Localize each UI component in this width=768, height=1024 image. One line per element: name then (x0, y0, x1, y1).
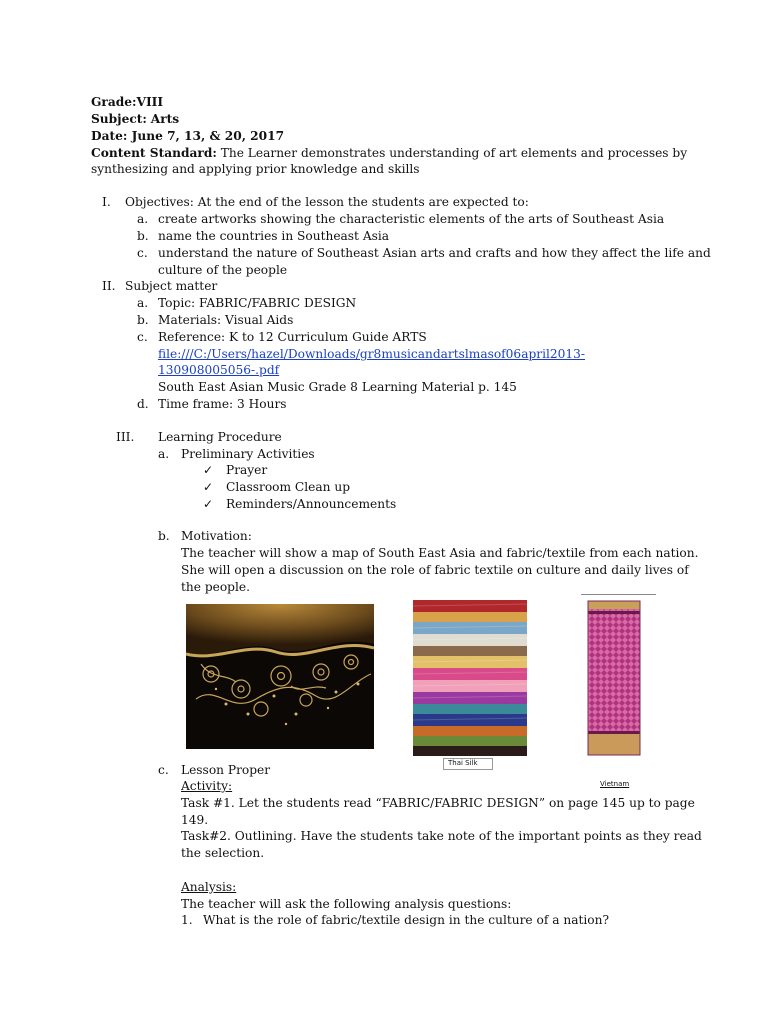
reference-link-line2[interactable]: 130908005056-.pdf (158, 363, 280, 377)
objective-b-letter: b. (137, 229, 149, 243)
embroidered-fabric-graphic (186, 604, 374, 749)
grade-value: VIII (136, 95, 164, 109)
lesson-proper-title: Lesson Proper (181, 763, 271, 777)
subject-value: Arts (150, 112, 180, 126)
check-item-cleanup: Classroom Clean up (226, 480, 351, 494)
vietnam-caption: Vietnam (600, 780, 630, 788)
procedure-numeral: III. (116, 430, 135, 444)
materials-text: Materials: Visual Aids (158, 313, 294, 327)
objective-c-text-line2: culture of the people (158, 263, 288, 277)
procedure-title: Learning Procedure (158, 430, 282, 444)
reference-link-line1[interactable]: file:///C:/Users/hazel/Downloads/gr8musicandartslmasof06april2013- (158, 347, 586, 361)
objectives-title: Objectives: At the end of the lesson the students are expected to: (125, 195, 529, 209)
learning-material-text: South East Asian Music Grade 8 Learning Material p. 145 (158, 380, 517, 394)
subject-line (91, 111, 179, 128)
task2-line2: the selection. (181, 846, 265, 860)
topic-letter: a. (137, 296, 149, 310)
content-standard-text: The Learner demonstrates understanding of art elements and processes by (216, 146, 688, 160)
subject-matter-numeral: II. (102, 279, 116, 293)
objective-a-text: create artworks showing the characteristic elements of the arts of Southeast Asia (158, 212, 665, 226)
embroidered-fabric-image (186, 604, 374, 749)
check-item-prayer: Prayer (226, 463, 268, 477)
topic-text: Topic: FABRIC/FABRIC DESIGN (158, 296, 357, 310)
question-1-text: What is the role of fabric/textile design in the culture of a nation? (203, 913, 610, 927)
question-1-number: 1. (181, 913, 193, 927)
motivation-line1: The teacher will show a map of South East Asia and fabric/textile from each nation. (181, 546, 699, 560)
thai-silk-graphic (413, 600, 527, 756)
motivation-title: Motivation: (181, 529, 252, 543)
thai-silk-image (413, 600, 527, 756)
analysis-label: Analysis: (181, 880, 237, 894)
activity-label: Activity: (181, 779, 233, 793)
content-standard-line2: synthesizing and applying prior knowledge and skills (91, 162, 420, 176)
vietnam-fabric-image (580, 595, 656, 767)
task2-line1: Task#2. Outlining. Have the students take note of the important points as they read (181, 829, 702, 843)
subject-label: Subject: (91, 112, 147, 126)
date-label: Date: June 7, 13, & 20, 2017 (91, 129, 285, 143)
objective-b-text: name the countries in Southeast Asia (158, 229, 390, 243)
preliminary-letter: a. (158, 447, 170, 461)
objective-c-text: understand the nature of Southeast Asian arts and crafts and how they affect the life and (158, 246, 711, 260)
content-standard-line1 (91, 145, 687, 162)
check-icon: ✓ (203, 463, 214, 477)
objective-a-letter: a. (137, 212, 149, 226)
check-icon: ✓ (203, 480, 214, 494)
lesson-proper-letter: c. (158, 763, 169, 777)
content-standard-label: Content Standard: (91, 146, 217, 160)
analysis-intro: The teacher will ask the following analysis questions: (181, 897, 512, 911)
motivation-line2: She will open a discussion on the role of fabric textile on culture and daily lives of (181, 563, 689, 577)
thai-silk-caption: Thai Silk (443, 758, 493, 770)
subject-matter-title: Subject matter (125, 279, 218, 293)
grade-label: Grade: (91, 95, 137, 109)
check-item-reminders: Reminders/Announcements (226, 497, 397, 511)
preliminary-text: Preliminary Activities (181, 447, 315, 461)
timeframe-letter: d. (137, 397, 149, 411)
materials-letter: b. (137, 313, 149, 327)
date-line (91, 128, 284, 145)
reference-text: Reference: K to 12 Curriculum Guide ARTS (158, 330, 427, 344)
objective-c-letter: c. (137, 246, 148, 260)
task1-line2: 149. (181, 813, 209, 827)
motivation-letter: b. (158, 529, 170, 543)
timeframe-text: Time frame: 3 Hours (158, 397, 287, 411)
reference-letter: c. (137, 330, 148, 344)
vietnam-fabric-graphic (580, 595, 656, 767)
grade-line (91, 94, 163, 111)
motivation-line3: the people. (181, 580, 250, 594)
objectives-numeral: I. (102, 195, 111, 209)
check-icon: ✓ (203, 497, 214, 511)
task1-line1: Task #1. Let the students read “FABRIC/FABRIC DESIGN” on page 145 up to page (181, 796, 695, 810)
